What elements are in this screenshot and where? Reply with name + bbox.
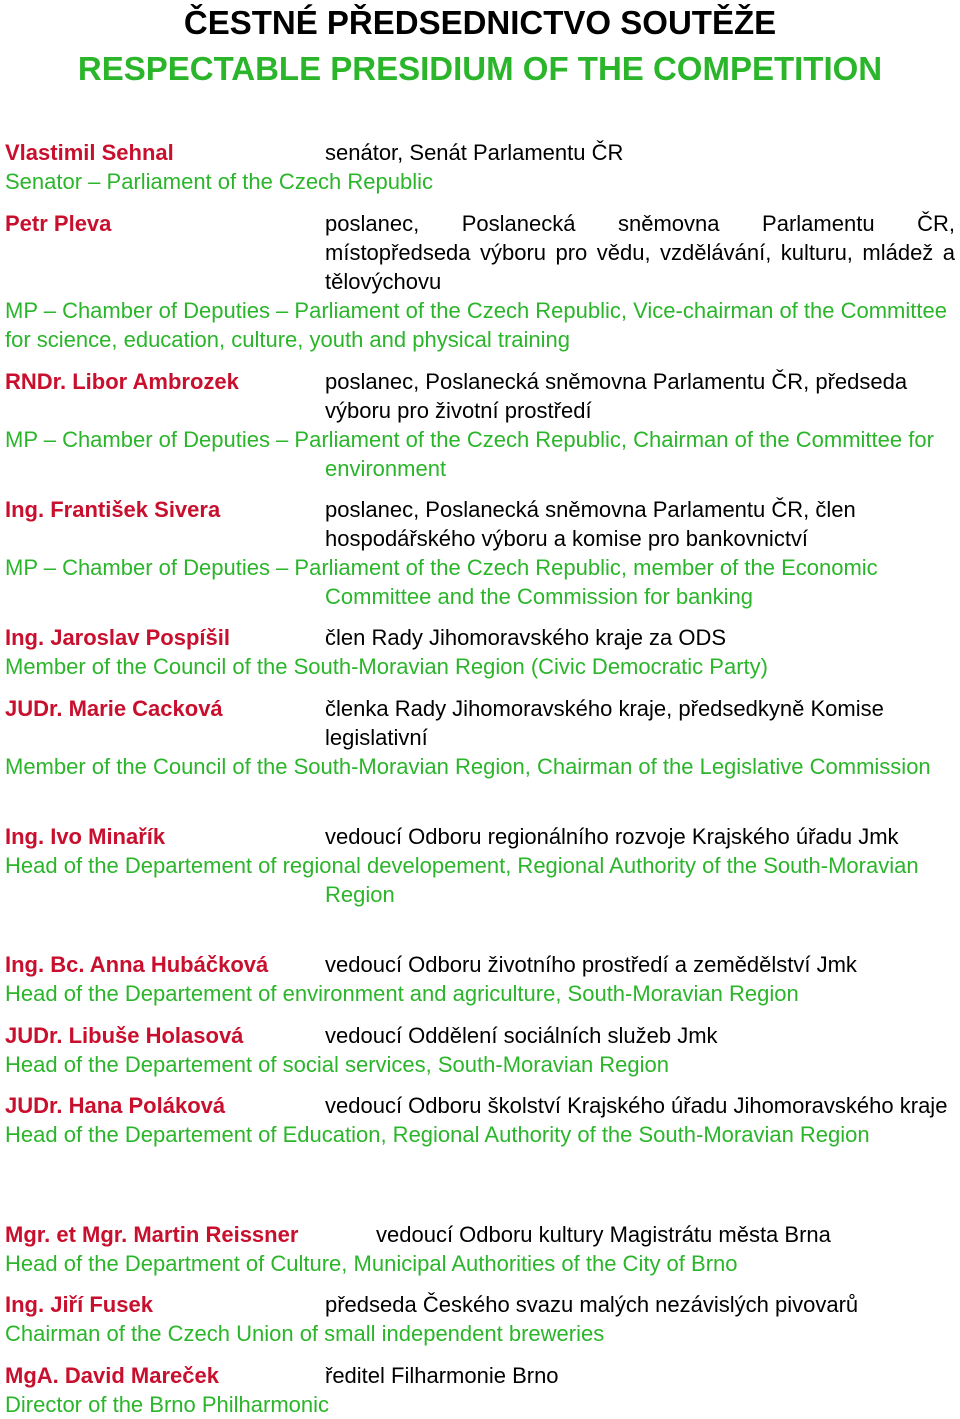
member-name: JUDr. Marie Cacková (5, 696, 223, 721)
member-role-cz: člen Rady Jihomoravského kraje za ODS (325, 625, 727, 650)
member-name: MgA. David Mareček (5, 1363, 219, 1388)
member-role-cz: vedoucí Oddělení sociálních služeb Jmk (325, 1023, 718, 1048)
member-name: JUDr. Hana Poláková (5, 1093, 226, 1118)
member-name: Ing. Ivo Minařík (5, 824, 166, 849)
member-entry (5, 1220, 955, 1278)
member-role-en: MP – Chamber of Deputies – Parliament of the Czech Republic, Vice-chairman of the Committee for science, education, culture, youth and physical training (5, 298, 947, 352)
member-role-en: Member of the Council of the South-Moravian Region (Civic Democratic Party) (5, 654, 768, 679)
member-entry (5, 1290, 955, 1348)
member-name: Vlastimil Sehnal (5, 140, 174, 165)
member-entry (5, 1091, 955, 1149)
member-role-en: Head of the Departement of environment and agriculture, South-Moravian Region (5, 981, 799, 1006)
member-name: Ing. Bc. Anna Hubáčková (5, 952, 269, 977)
member-name: Ing. Jiří Fusek (5, 1292, 153, 1317)
member-role-cz: senátor, Senát Parlamentu ČR (325, 140, 624, 165)
member-name: JUDr. Libuše Holasová (5, 1023, 244, 1048)
member-entry (5, 367, 955, 483)
member-role-cz: vedoucí Odboru životního prostředí a zemědělství Jmk (325, 952, 857, 977)
member-entry (5, 1021, 955, 1079)
member-entry (5, 1361, 955, 1419)
member-role-cz: předseda Českého svazu malých nezávislých pivovarů (325, 1292, 859, 1317)
member-entry (5, 822, 955, 909)
member-role-en: Senator – Parliament of the Czech Republic (5, 169, 434, 194)
member-entry (5, 950, 955, 1008)
member-name: Petr Pleva (5, 211, 112, 236)
member-name: RNDr. Libor Ambrozek (5, 369, 239, 394)
member-entry (5, 495, 955, 611)
member-role-cz: poslanec, Poslanecká sněmovna Parlamentu ČR, místopředseda výboru pro vědu, vzdělávání, kulturu, mládež a tělovýchovu (325, 211, 955, 294)
member-entry (5, 209, 955, 354)
member-role-cz: členka Rady Jihomoravského kraje, předsedkyně Komise legislativní (325, 696, 884, 750)
member-role-en: Director of the Brno Philharmonic (5, 1392, 330, 1417)
member-role-en: Head of the Departement of regional developement, Regional Authority of the South-Moravian Region (5, 853, 919, 907)
member-name: Ing. František Sivera (5, 497, 221, 522)
member-role-en: Head of the Departement of Education, Regional Authority of the South-Moravian Region (5, 1122, 870, 1147)
member-role-en: Chairman of the Czech Union of small independent breweries (5, 1321, 605, 1346)
member-role-en: Head of the Departement of social services, South-Moravian Region (5, 1052, 670, 1077)
member-entry (5, 138, 955, 196)
title-czech: ČESTNÉ PŘEDSEDNICTVO SOUTĚŽE (183, 4, 777, 41)
member-entry (5, 623, 955, 681)
member-role-cz: vedoucí Odboru kultury Magistrátu města Brna (376, 1222, 831, 1247)
member-entry (5, 694, 955, 781)
member-role-cz: poslanec, Poslanecká sněmovna Parlamentu ČR, předseda výboru pro životní prostředí (325, 369, 908, 423)
member-role-en: MP – Chamber of Deputies – Parliament of the Czech Republic, member of the Economic Committee and the Commission for banking (5, 555, 878, 609)
member-name: Ing. Jaroslav Pospíšil (5, 625, 230, 650)
member-role-cz: vedoucí Odboru regionálního rozvoje Krajského úřadu Jmk (325, 824, 899, 849)
title-english: RESPECTABLE PRESIDIUM OF THE COMPETITION (77, 50, 883, 87)
member-role-cz: ředitel Filharmonie Brno (325, 1363, 559, 1388)
member-name: Mgr. et Mgr. Martin Reissner (5, 1222, 299, 1247)
member-role-en: Member of the Council of the South-Moravian Region, Chairman of the Legislative Commission (5, 754, 931, 779)
member-role-en: MP – Chamber of Deputies – Parliament of the Czech Republic, Chairman of the Committee for environment (5, 427, 934, 481)
member-role-en: Head of the Department of Culture, Municipal Authorities of the City of Brno (5, 1251, 738, 1276)
member-role-cz: poslanec, Poslanecká sněmovna Parlamentu ČR, člen hospodářského výboru a komise pro bankovnictví (325, 497, 856, 551)
member-role-cz: vedoucí Odboru školství Krajského úřadu Jihomoravského kraje (325, 1093, 948, 1118)
